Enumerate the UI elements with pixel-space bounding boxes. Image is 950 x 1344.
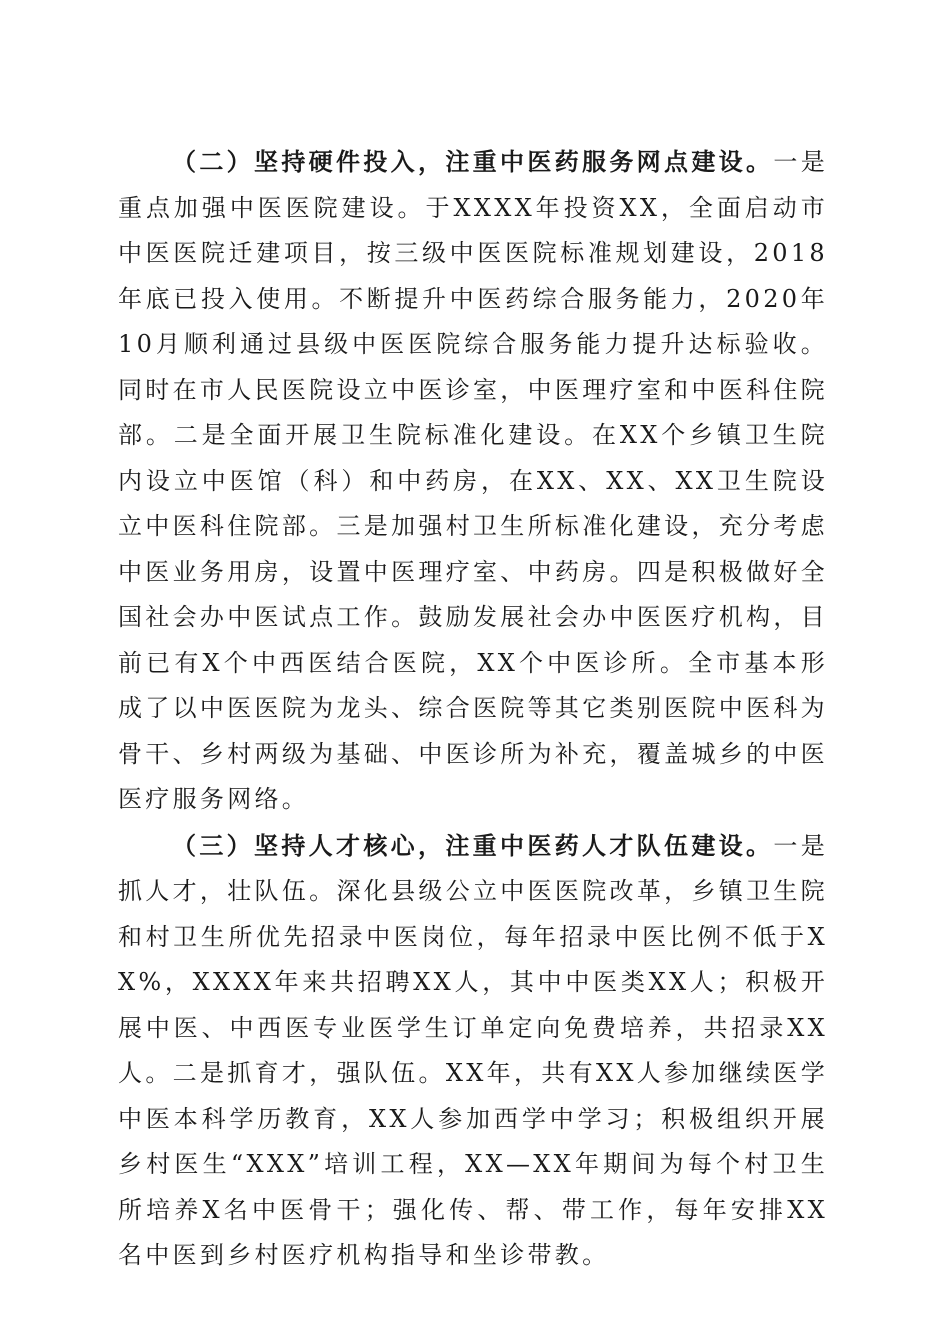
paragraph-heading: （二）坚持硬件投入，注重中医药服务网点建设。	[172, 147, 774, 176]
paragraph-talent-core	[118, 823, 828, 1279]
paragraph-text: 一是抓人才，壮队伍。深化县级公立中医医院改革，乡镇卫生院和村卫生所优先招录中医岗位，每年招录中医比例不低于XX%，XXXX年来共招聘XX人，其中中医类XX人；积极开展中医、中西医专业医学生订单定向免费培养，共招录XX人。二是抓育才，强队伍。XX年，共有XX人参加继续医学中医本科学历教育，XX人参加西学中学习；积极组织开展乡村医生“XXX”培训工程，XX—XX年期间为每个村卫生所培养X名中医骨干；强化传、帮、带工作，每年安排XX名中医到乡村医疗机构指导和坐诊带教。	[118, 831, 828, 1269]
paragraph-heading: （三）坚持人才核心，注重中医药人才队伍建设。	[172, 830, 774, 860]
document-body	[118, 139, 828, 1279]
paragraph-hardware-investment	[118, 139, 828, 823]
paragraph-text: 一是重点加强中医医院建设。于XXXX年投资XX，全面启动市中医医院迁建项目，按三级中医医院标准规划建设，2018年底已投入使用。不断提升中医药综合服务能力，2020年10月顺利通过县级中医医院综合服务能力提升达标验收。同时在市人民医院设立中医诊室，中医理疗室和中医科住院部。二是全面开展卫生院标准化建设。在XX个乡镇卫生院内设立中医馆（科）和中药房，在XX、XX、XX卫生院设立中医科住院部。三是加强村卫生所标准化建设，充分考虑中医业务用房，设置中医理疗室、中药房。四是积极做好全国社会办中医试点工作。鼓励发展社会办中医医疗机构，目前已有X个中西医结合医院，XX个中医诊所。全市基本形成了以中医医院为龙头、综合医院等其它类别医院中医科为骨干、乡村两级为基础、中医诊所为补充，覆盖城乡的中医医疗服务网络。	[118, 148, 828, 813]
